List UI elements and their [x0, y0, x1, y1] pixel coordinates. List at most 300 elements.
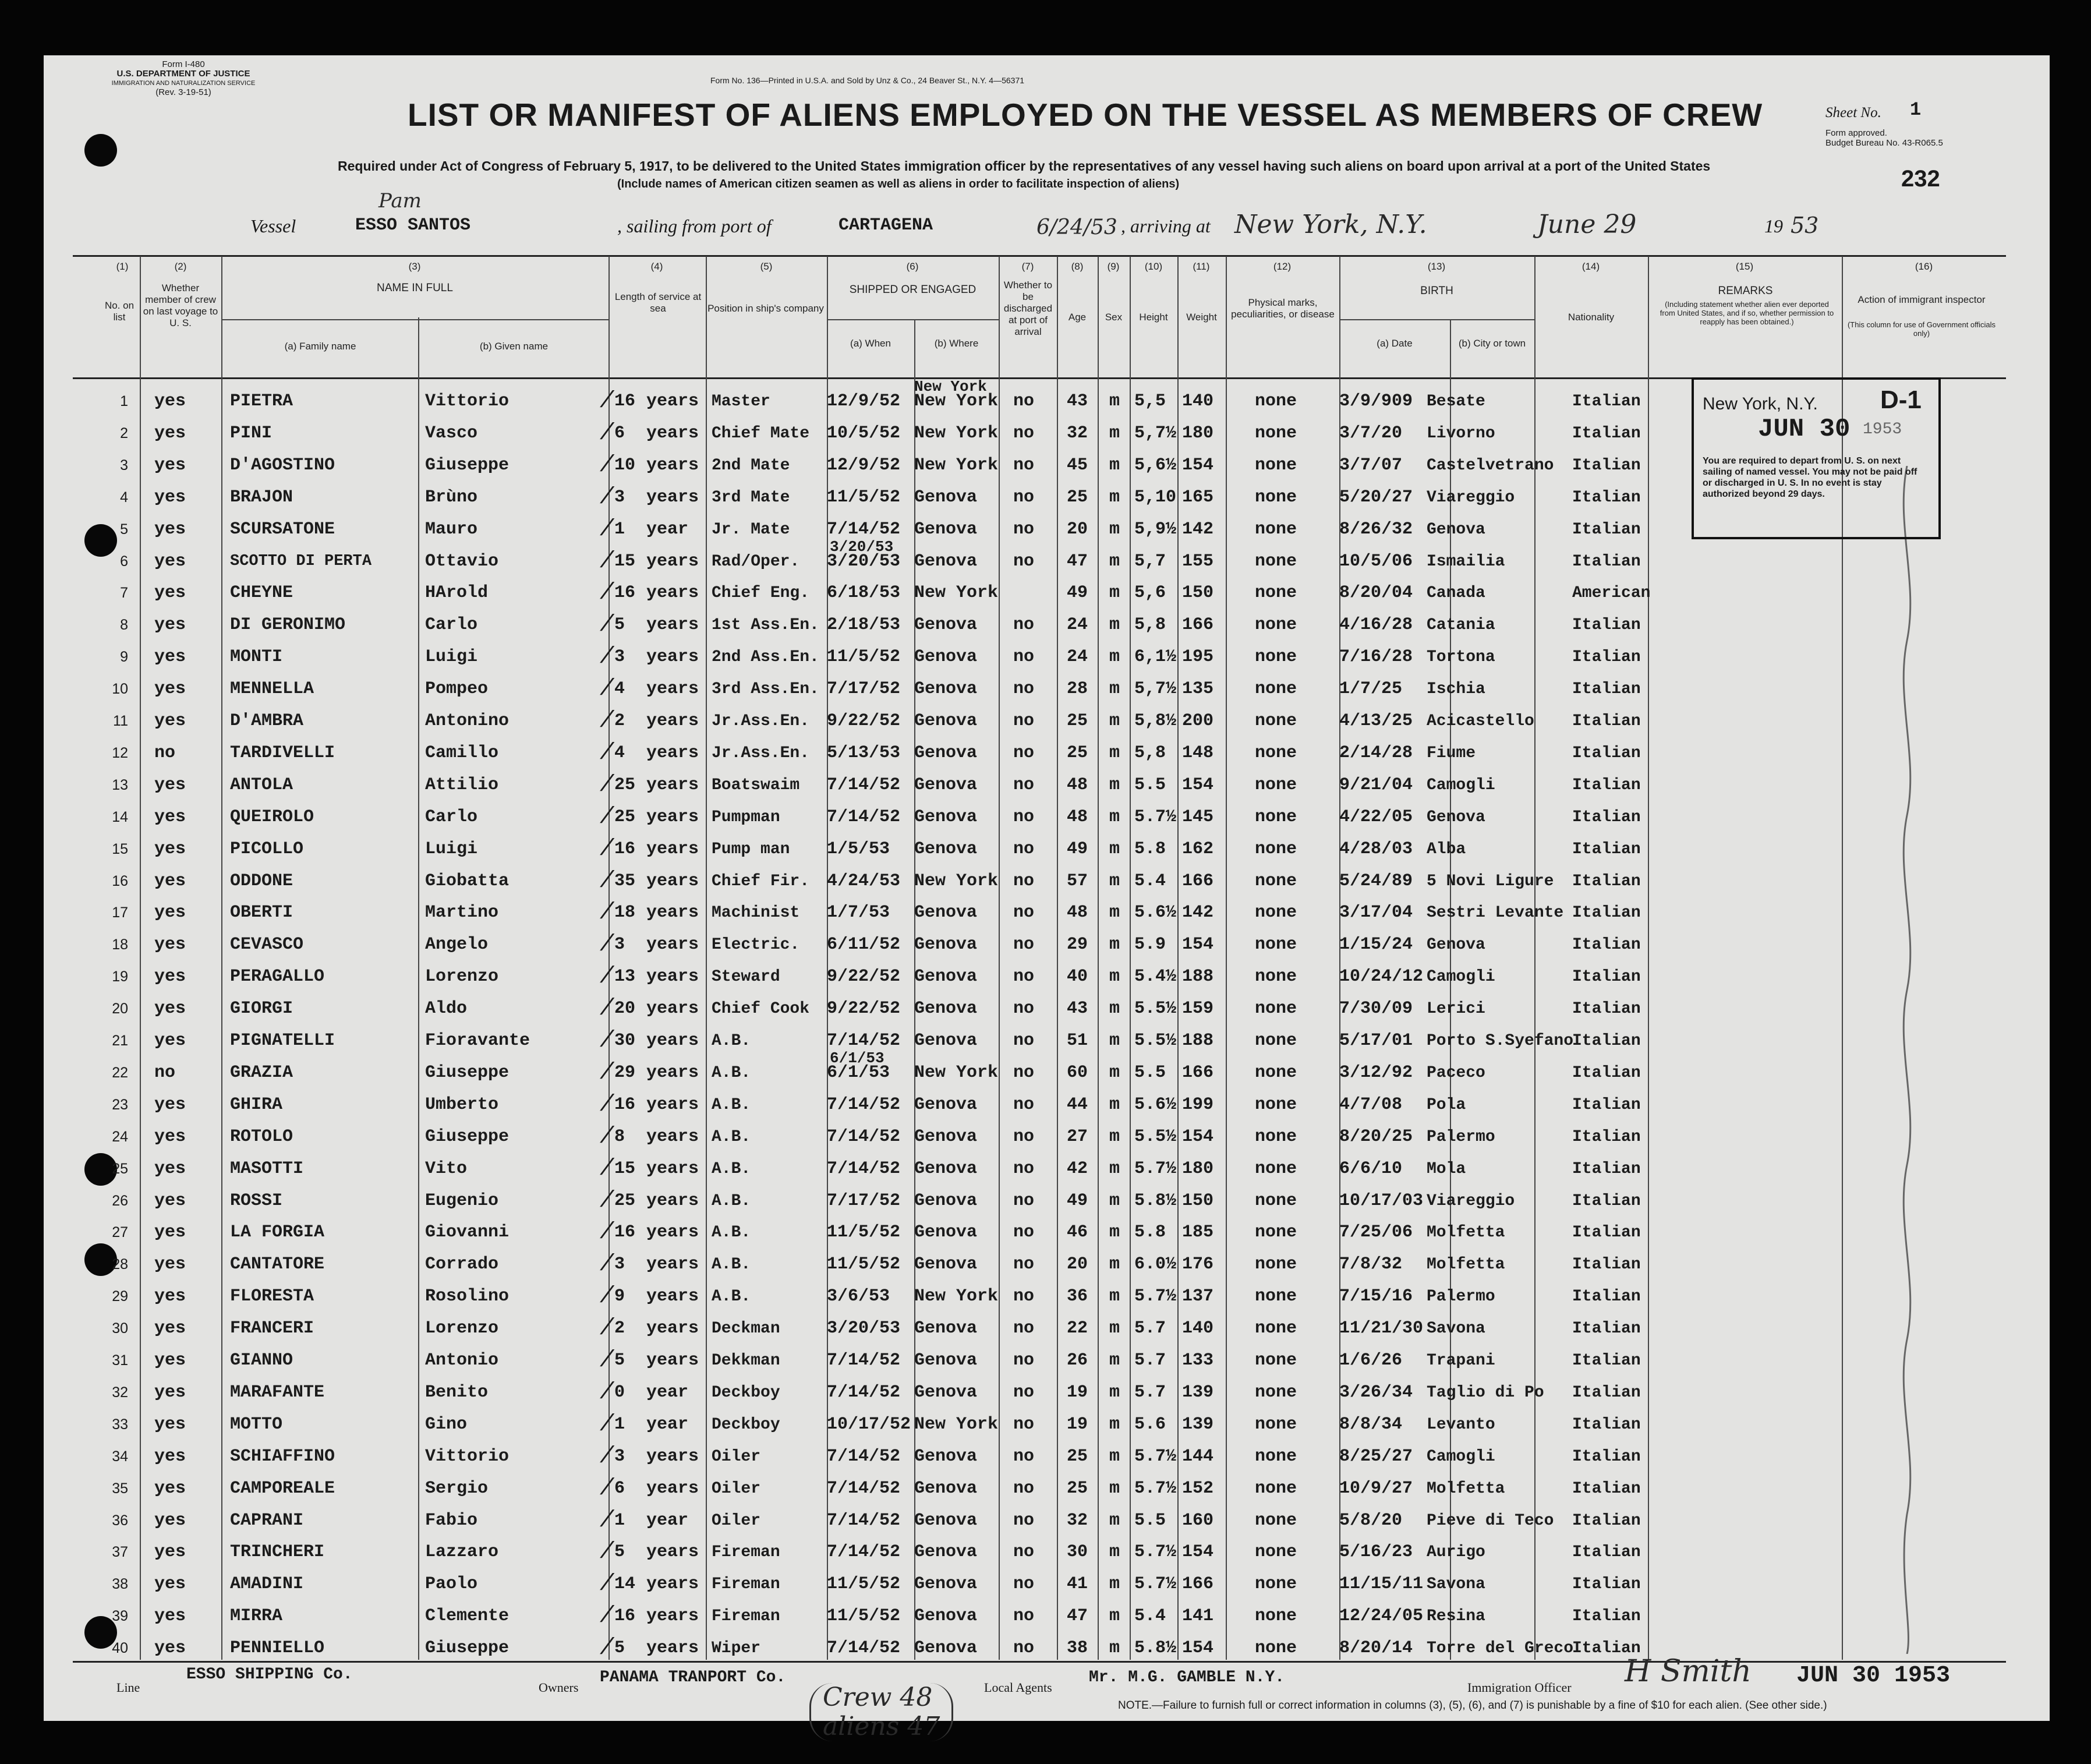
table-row — [0, 538, 2006, 578]
tally-mark: / — [600, 772, 614, 798]
family-name: CEVASCO — [230, 935, 304, 955]
age: 48 — [1067, 903, 1088, 923]
birth-city: Ismailia — [1427, 552, 1505, 571]
tally-mark: / — [600, 932, 614, 959]
nationality: Italian — [1572, 1063, 1641, 1082]
birth-city: Viareggio — [1427, 488, 1515, 507]
birth-city: Livorno — [1427, 424, 1495, 443]
service-unit: years — [646, 679, 699, 699]
nationality: Italian — [1572, 552, 1641, 571]
birth-city: Tortona — [1427, 648, 1495, 667]
service-length: 30 — [614, 1031, 636, 1051]
to-be-discharged: no — [1013, 423, 1035, 443]
row-number: 5 — [120, 521, 128, 538]
age: 25 — [1067, 1478, 1088, 1498]
col-head-no: No. on list — [104, 300, 135, 323]
col-head-family: (a) Family name — [284, 341, 356, 352]
height: 5.7½ — [1134, 1542, 1177, 1562]
row-number: 8 — [120, 617, 128, 634]
col-head-member: Whether member of crew on last voyage to U. S. — [143, 282, 218, 328]
to-be-discharged: no — [1013, 1158, 1035, 1179]
shipped-date-overwrite: 6/1/53 — [830, 1049, 884, 1067]
birth-date: 8/20/04 — [1339, 583, 1413, 603]
owners-label: Owners — [539, 1680, 579, 1695]
shipped-where: Genova — [914, 903, 978, 923]
shipped-where-top: New York — [914, 378, 987, 395]
service-length: 13 — [614, 967, 636, 987]
crew-last-voyage: yes — [154, 775, 186, 795]
birth-date: 3/7/07 — [1339, 455, 1403, 475]
given-name: Carlo — [425, 807, 478, 827]
tally-mark: / — [600, 1411, 614, 1438]
shipped-where: Genova — [914, 519, 978, 539]
to-be-discharged: no — [1013, 1414, 1035, 1434]
service-length: 15 — [614, 1158, 636, 1179]
tally-mark: / — [600, 1539, 614, 1566]
age: 49 — [1067, 839, 1088, 859]
height: 5,6 — [1134, 583, 1166, 603]
position: Chief Fir. — [712, 872, 810, 890]
shipped-date: 6/18/53 — [827, 583, 901, 603]
shipped-date: 3/20/53 — [827, 551, 901, 571]
form-header-left — [111, 60, 256, 97]
age: 32 — [1067, 1510, 1088, 1530]
weight: 185 — [1182, 1222, 1214, 1243]
age: 41 — [1067, 1574, 1088, 1595]
tally-mark: / — [600, 644, 614, 671]
table-row — [0, 1568, 2006, 1600]
row-number: 26 — [112, 1192, 128, 1209]
physical-marks: none — [1255, 935, 1297, 955]
position: A.B. — [712, 1063, 751, 1082]
to-be-discharged: no — [1013, 967, 1035, 987]
col-head-nationality: Nationality — [1568, 312, 1615, 323]
height: 5.4 — [1134, 871, 1166, 891]
family-name: TARDIVELLI — [230, 743, 335, 763]
position: A.B. — [712, 1224, 751, 1242]
to-be-discharged: no — [1013, 871, 1035, 891]
to-be-discharged: no — [1013, 551, 1035, 571]
sex: m — [1109, 999, 1120, 1019]
birth-city: Besate — [1427, 393, 1485, 411]
weight: 154 — [1182, 455, 1214, 475]
family-name: MONTI — [230, 647, 283, 667]
birth-date: 7/16/28 — [1339, 647, 1413, 667]
birth-date: 12/24/05 — [1339, 1606, 1424, 1627]
weight: 180 — [1182, 1158, 1214, 1179]
row-number: 4 — [120, 489, 128, 505]
row-number: 30 — [112, 1320, 128, 1337]
birth-date: 11/21/30 — [1339, 1318, 1424, 1339]
tally-mark: / — [600, 612, 614, 639]
service-unit: years — [646, 711, 699, 731]
service-unit: years — [646, 871, 699, 891]
shipped-date: 7/17/52 — [827, 1190, 901, 1211]
sex: m — [1109, 487, 1120, 507]
age: 26 — [1067, 1351, 1088, 1370]
birth-city: Mola — [1427, 1159, 1466, 1178]
shipped-where: Genova — [914, 935, 978, 955]
nationality: Italian — [1572, 616, 1641, 635]
service-length: 35 — [614, 871, 636, 891]
family-name: D'AGOSTINO — [230, 455, 335, 475]
shipped-date: 10/5/52 — [827, 423, 901, 443]
crew-last-voyage: yes — [154, 1254, 186, 1275]
birth-city: Resina — [1427, 1607, 1485, 1626]
row-number: 12 — [112, 744, 128, 761]
to-be-discharged: no — [1013, 1478, 1035, 1498]
crew-last-voyage: yes — [154, 839, 186, 859]
weight: 176 — [1182, 1254, 1214, 1275]
sex: m — [1109, 583, 1120, 603]
shipped-where: Genova — [914, 839, 978, 859]
height: 6,1½ — [1134, 647, 1177, 667]
stamp-text: You are required to depart from U. S. on next sailing of named vessel. You may not be paid off or discharged in U. S. In no event is stay authorized beyond 29 days. — [1703, 456, 1917, 499]
sex: m — [1109, 615, 1120, 635]
column-number: (9) — [1107, 261, 1120, 272]
physical-marks: none — [1255, 1414, 1297, 1434]
service-length: 1 — [614, 1510, 625, 1530]
page-title: LIST OR MANIFEST OF ALIENS EMPLOYED ON THE VESSEL AS MEMBERS OF CREW — [408, 97, 1763, 133]
height: 5.7 — [1134, 1351, 1166, 1370]
to-be-discharged: no — [1013, 711, 1035, 731]
age: 57 — [1067, 871, 1088, 891]
row-number: 19 — [112, 968, 128, 985]
physical-marks: none — [1255, 551, 1297, 571]
shipped-date: 7/14/52 — [827, 1158, 901, 1179]
shipped-date: 10/17/52 — [827, 1414, 911, 1434]
position: A.B. — [712, 1095, 751, 1114]
service-length: 20 — [614, 999, 636, 1019]
nationality: Italian — [1572, 1256, 1641, 1274]
family-name: FLORESTA — [230, 1286, 314, 1307]
position: Wiper — [712, 1639, 761, 1658]
height: 5,8½ — [1134, 711, 1177, 731]
service-length: 2 — [614, 1318, 625, 1339]
nationality: Italian — [1572, 1159, 1641, 1178]
row-number: 7 — [120, 585, 128, 602]
line-value: ESSO SHIPPING Co. — [186, 1666, 353, 1684]
height: 5.5½ — [1134, 1126, 1177, 1147]
birth-city: Savona — [1427, 1575, 1485, 1594]
physical-marks: none — [1255, 1062, 1297, 1083]
tally-mark: / — [600, 484, 614, 511]
agents-label: Local Agents — [984, 1680, 1052, 1695]
row-number: 22 — [112, 1064, 128, 1081]
service-length: 3 — [614, 1446, 625, 1466]
col-head-weight: Weight — [1186, 312, 1217, 323]
shipped-where: New York — [914, 871, 999, 891]
table-row — [0, 1049, 2006, 1089]
given-name: Sergio — [425, 1478, 489, 1498]
arrival-year: 53 — [1791, 213, 1819, 238]
sex: m — [1109, 743, 1120, 763]
birth-city: Savona — [1427, 1320, 1485, 1338]
weight: 166 — [1182, 871, 1214, 891]
shipped-where: Genova — [914, 679, 978, 699]
row-number: 15 — [112, 840, 128, 857]
shipped-where: New York — [914, 423, 999, 443]
shipped-date: 7/14/52 — [827, 519, 901, 539]
shipped-subrule — [827, 319, 999, 320]
weight: 195 — [1182, 647, 1214, 667]
nationality: Italian — [1572, 744, 1641, 762]
shipped-date: 7/14/52 — [827, 1382, 901, 1402]
service-unit: year — [646, 519, 689, 539]
col-head-shipped: SHIPPED OR ENGAGED — [849, 284, 976, 296]
alien-count: aliens 47 — [823, 1712, 940, 1741]
nationality: Italian — [1572, 680, 1641, 699]
birth-date: 8/20/25 — [1339, 1126, 1413, 1147]
shipped-where: Genova — [914, 1126, 978, 1147]
row-number: 11 — [113, 713, 128, 729]
to-be-discharged: no — [1013, 679, 1035, 699]
physical-marks: none — [1255, 903, 1297, 923]
to-be-discharged: no — [1013, 1062, 1035, 1083]
position: Chief Mate — [712, 424, 810, 443]
service-length: 0 — [614, 1382, 625, 1402]
row-number: 36 — [112, 1512, 128, 1529]
given-name: Vasco — [425, 423, 478, 443]
sex: m — [1109, 1158, 1120, 1179]
age: 20 — [1067, 519, 1088, 539]
row-number: 17 — [112, 904, 128, 921]
birth-date: 6/6/10 — [1339, 1158, 1403, 1179]
tally-mark: / — [600, 804, 614, 830]
row-number: 35 — [112, 1480, 128, 1497]
service-length: 18 — [614, 903, 636, 923]
age: 20 — [1067, 1254, 1088, 1275]
weight: 142 — [1182, 903, 1214, 923]
to-be-discharged: no — [1013, 1318, 1035, 1339]
nationality: Italian — [1572, 1383, 1641, 1402]
table-row — [0, 1345, 2006, 1377]
to-be-discharged: no — [1013, 1351, 1035, 1370]
shipped-date: 7/17/52 — [827, 679, 901, 699]
page-number-stamp: 232 — [1901, 166, 1940, 192]
sex: m — [1109, 1382, 1120, 1402]
height: 5.7 — [1134, 1318, 1166, 1339]
table-row — [0, 1089, 2006, 1121]
nationality: Italian — [1572, 1607, 1641, 1626]
col-head-position: Position in ship's company — [707, 303, 824, 314]
birth-city: Camogli — [1427, 776, 1495, 794]
column-number: (13) — [1427, 261, 1446, 272]
shipped-where: Genova — [914, 1094, 978, 1115]
physical-marks: none — [1255, 455, 1297, 475]
shipped-where: Genova — [914, 551, 978, 571]
given-name: Aldo — [425, 999, 468, 1019]
line-label: Line — [116, 1680, 140, 1695]
age: 43 — [1067, 999, 1088, 1019]
table-row — [0, 1121, 2006, 1153]
tally-mark: / — [600, 1059, 614, 1086]
row-number: 25 — [112, 1160, 128, 1177]
to-be-discharged: no — [1013, 391, 1035, 411]
tally-mark: / — [600, 1635, 614, 1662]
height: 5.6½ — [1134, 903, 1177, 923]
crew-last-voyage: yes — [154, 1542, 186, 1562]
shipped-date: 7/14/52 — [827, 1446, 901, 1466]
age: 60 — [1067, 1062, 1088, 1083]
to-be-discharged: no — [1013, 1126, 1035, 1147]
tally-mark: / — [600, 1475, 614, 1502]
table-row — [0, 1377, 2006, 1409]
crew-last-voyage: yes — [154, 1190, 186, 1211]
birth-city: Palermo — [1427, 1127, 1495, 1146]
given-name: Luigi — [425, 647, 478, 667]
birth-city: Trapani — [1427, 1352, 1495, 1370]
birth-city: Camogli — [1427, 968, 1495, 987]
given-name: Giovanni — [425, 1222, 510, 1243]
birth-date: 10/17/03 — [1339, 1190, 1424, 1211]
family-name: GIANNO — [230, 1351, 293, 1370]
sex: m — [1109, 1638, 1120, 1659]
service-length: 16 — [614, 1606, 636, 1627]
shipped-date: 1/5/53 — [827, 839, 890, 859]
col-head-birth-city: (b) City or town — [1458, 338, 1526, 349]
age: 24 — [1067, 647, 1088, 667]
service-unit: years — [646, 487, 699, 507]
crew-last-voyage: yes — [154, 647, 186, 667]
birth-city: Molfetta — [1427, 1224, 1505, 1242]
crew-last-voyage: yes — [154, 1446, 186, 1466]
column-number: (12) — [1273, 261, 1292, 272]
service-name: IMMIGRATION AND NATURALIZATION SERVICE — [111, 80, 256, 87]
given-name: Vittorio — [425, 1446, 510, 1466]
nationality: Italian — [1572, 1288, 1641, 1306]
weight: 160 — [1182, 1510, 1214, 1530]
shipped-date: 7/14/52 — [827, 775, 901, 795]
sex: m — [1109, 1286, 1120, 1307]
position: A.B. — [712, 1159, 751, 1178]
service-length: 16 — [614, 391, 636, 411]
position: Dekkman — [712, 1352, 780, 1370]
sex: m — [1109, 935, 1120, 955]
physical-marks: none — [1255, 1158, 1297, 1179]
form-approval — [1825, 128, 1943, 148]
shipped-where: Genova — [914, 711, 978, 731]
age: 45 — [1067, 455, 1088, 475]
to-be-discharged: no — [1013, 999, 1035, 1019]
shipped-date: 7/14/52 — [827, 1351, 901, 1370]
table-row — [0, 1217, 2006, 1249]
nationality: Italian — [1572, 1192, 1641, 1210]
height: 5.8½ — [1134, 1638, 1177, 1659]
crew-last-voyage: yes — [154, 1638, 186, 1659]
given-name: Paolo — [425, 1574, 478, 1595]
birth-city: Sestri Levante — [1427, 904, 1564, 922]
shipped-where: Genova — [914, 1510, 978, 1530]
tally-mark: / — [600, 996, 614, 1023]
to-be-discharged: no — [1013, 1222, 1035, 1243]
nationality: Italian — [1572, 393, 1641, 411]
family-name: GRAZIA — [230, 1062, 293, 1083]
row-number: 9 — [120, 649, 128, 666]
birth-date: 3/9/909 — [1339, 391, 1413, 411]
tally-mark: / — [600, 1284, 614, 1310]
to-be-discharged: no — [1013, 839, 1035, 859]
weight: 162 — [1182, 839, 1214, 859]
to-be-discharged: no — [1013, 1446, 1035, 1466]
sex: m — [1109, 967, 1120, 987]
shipped-date: 3/6/53 — [827, 1286, 890, 1307]
col-head-physical: Physical marks, peculiarities, or disease — [1231, 297, 1335, 320]
shipped-date: 7/14/52 — [827, 1094, 901, 1115]
sex: m — [1109, 871, 1120, 891]
family-name: OBERTI — [230, 903, 293, 923]
col-head-age: Age — [1068, 312, 1087, 323]
row-number: 13 — [112, 776, 128, 793]
crew-last-voyage: no — [154, 1062, 176, 1083]
birth-city: Genova — [1427, 808, 1485, 826]
weight: 139 — [1182, 1414, 1214, 1434]
service-length: 4 — [614, 743, 625, 763]
row-number: 2 — [120, 425, 128, 441]
age: 46 — [1067, 1222, 1088, 1243]
row-number: 18 — [112, 936, 128, 953]
position: Oiler — [712, 1447, 761, 1466]
weight: 150 — [1182, 583, 1214, 603]
birth-city: Paceco — [1427, 1063, 1485, 1082]
physical-marks: none — [1255, 1446, 1297, 1466]
height: 5.4 — [1134, 1606, 1166, 1627]
given-name: Vittorio — [425, 391, 510, 411]
to-be-discharged: no — [1013, 1190, 1035, 1211]
family-name: GHIRA — [230, 1094, 283, 1115]
shipped-date: 7/14/52 — [827, 1126, 901, 1147]
birth-city: Molfetta — [1427, 1479, 1505, 1498]
crew-last-voyage: yes — [154, 551, 186, 571]
crew-last-voyage: yes — [154, 615, 186, 635]
birth-city: Catania — [1427, 616, 1495, 635]
crew-last-voyage: yes — [154, 1510, 186, 1530]
table-row — [0, 641, 2006, 673]
weight: 188 — [1182, 1031, 1214, 1051]
height: 5,8 — [1134, 615, 1166, 635]
shipped-where: Genova — [914, 1158, 978, 1179]
nationality: Italian — [1572, 456, 1641, 475]
row-number: 27 — [112, 1224, 128, 1241]
family-name: ANTOLA — [230, 775, 293, 795]
height: 5,8 — [1134, 743, 1166, 763]
year-prefix: 19 — [1764, 215, 1783, 236]
to-be-discharged: no — [1013, 1254, 1035, 1275]
age: 28 — [1067, 679, 1088, 699]
physical-marks: none — [1255, 1574, 1297, 1595]
stamp-code: D-1 — [1880, 386, 1922, 414]
birth-city: Torre del Greco — [1427, 1639, 1574, 1658]
row-number: 31 — [112, 1352, 128, 1369]
service-unit: years — [646, 1606, 699, 1627]
sex: m — [1109, 1222, 1120, 1243]
crew-last-voyage: yes — [154, 1382, 186, 1402]
sex: m — [1109, 839, 1120, 859]
table-row — [0, 1505, 2006, 1537]
physical-marks: none — [1255, 1254, 1297, 1275]
crew-last-voyage: yes — [154, 455, 186, 475]
birth-city: 5 Novi Ligure — [1427, 872, 1554, 890]
given-name: Attilio — [425, 775, 499, 795]
crew-last-voyage: yes — [154, 1222, 186, 1243]
birth-date: 3/12/92 — [1339, 1062, 1413, 1083]
position: Rad/Oper. — [712, 552, 800, 571]
position: 3rd Ass.En. — [712, 680, 819, 699]
immigration-stamp — [1692, 377, 1941, 539]
physical-marks: none — [1255, 1286, 1297, 1307]
given-name: Luigi — [425, 839, 478, 859]
birth-city: Pola — [1427, 1095, 1466, 1114]
